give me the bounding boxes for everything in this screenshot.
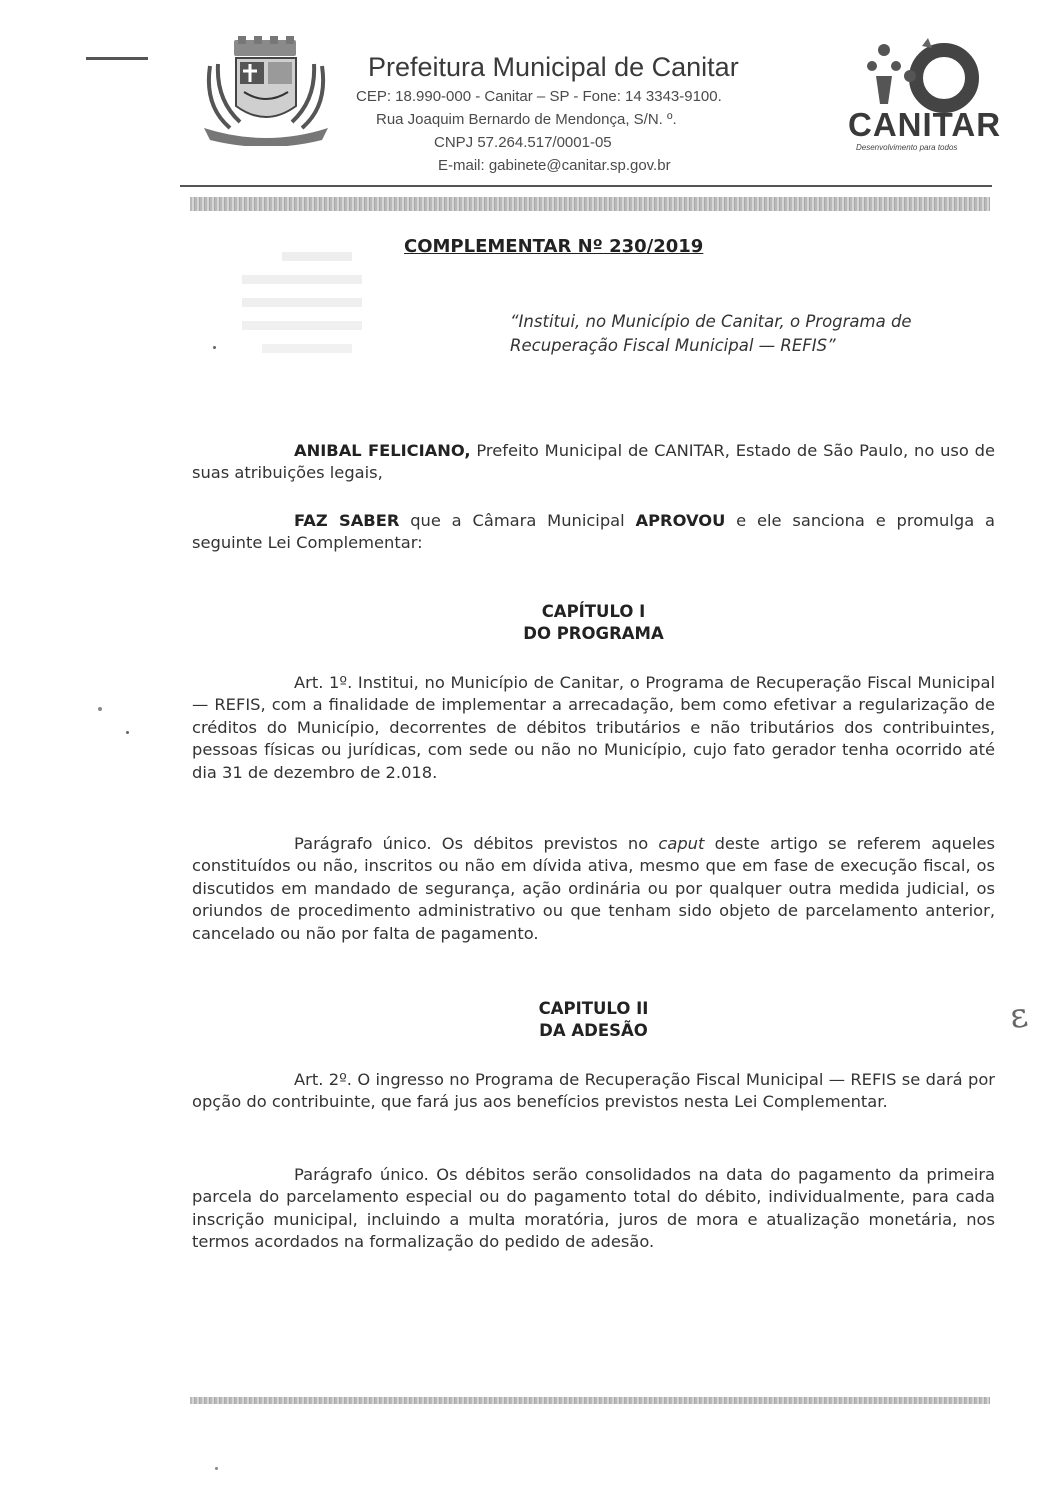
intro-paragraph	[192, 440, 995, 485]
enact-bold: APROVOU	[635, 511, 726, 530]
logo-tagline: Desenvolvimento para todos	[856, 143, 958, 152]
scan-dot	[126, 731, 129, 734]
scan-dot	[98, 707, 102, 711]
ementa-line: “Institui, no Município de Canitar, o Programa de	[510, 312, 912, 331]
paragraph-italic: caput	[658, 834, 705, 853]
paragraph-text: Parágrafo único. Os débitos previstos no	[294, 834, 659, 853]
ementa-line: Recuperação Fiscal Municipal — REFIS”	[510, 336, 836, 355]
law-title: COMPLEMENTAR Nº 230/2019	[404, 236, 704, 257]
article-2-paragraph: Parágrafo único. Os débitos serão consolidados na data do pagamento da primeira parcela do parcelamento especial ou do pagamento total do débito, individualmente, para cada inscrição municipal, incluindo a multa moratória, juros de mora e atualização monetária, nos termos acordados na formalização do pedido de adesão.	[192, 1165, 995, 1252]
article-1: Art. 1º. Institui, no Município de Canitar, o Programa de Recuperação Fiscal Municipal — REFIS, com a finalidade de implementar a arrecadação, bem como efetivar a regularização de créditos do Município, decorrentes de débitos tributários e não tributários dos contribuintes, pessoas físicas ou jurídicas, com sede ou não no Município, cujo fato gerador tenha ocorrido até dia 31 de dezembro de 2.018.	[192, 673, 995, 782]
chapter-heading	[192, 998, 995, 1042]
header-cep-phone: CEP: 18.990-000 - Canitar – SP - Fone: 14 3343-9100.	[356, 88, 722, 105]
margin-mark: ε	[1007, 994, 1031, 1038]
chapter-number: CAPÍTULO I	[541, 602, 646, 621]
enact-bold: FAZ SABER	[294, 511, 400, 530]
article-1-paragraph	[192, 833, 995, 945]
footer-divider-bar	[190, 1397, 990, 1404]
header-email: E-mail: gabinete@canitar.sp.gov.br	[438, 157, 671, 174]
ementa	[510, 310, 912, 358]
header-title: Prefeitura Municipal de Canitar	[368, 52, 739, 82]
coat-of-arms-logo	[196, 36, 336, 146]
paragraph-text: deste artigo se referem aqueles constituídos ou não, inscritos ou não em dívida ativa, mesmo que em fase de execução fiscal, os discutidos em mandado de segurança, ação ordinária ou por qualquer outra medida judicial, os oriundos de procedimento administrativo ou que tenham sido objeto de parcelamento anterior, cancelado ou não por falta de pagamento.	[192, 834, 995, 943]
logo-text: CANITAR	[848, 106, 1002, 143]
header-address: Rua Joaquim Bernardo de Mendonça, S/N. º.	[376, 111, 677, 128]
intro-text: Prefeito Municipal de CANITAR, Estado de São Paulo, no uso de suas atribuições legais,	[192, 441, 995, 483]
chapter-number: CAPITULO II	[538, 999, 649, 1018]
enact-text: que a Câmara Municipal	[399, 511, 636, 530]
bleed-through	[242, 246, 372, 376]
chapter-name: DA ADESÃO	[539, 1021, 648, 1040]
enact-text: e ele sanciona e promulga a seguinte Lei Complementar:	[192, 511, 995, 553]
header-divider-line	[180, 185, 992, 187]
enactment-paragraph	[192, 510, 995, 555]
scan-dot	[213, 346, 216, 349]
article-2: Art. 2º. O ingresso no Programa de Recuperação Fiscal Municipal — REFIS se dará por opção do contribuinte, que fará jus aos benefícios previstos nesta Lei Complementar.	[192, 1070, 995, 1112]
chapter-heading	[192, 601, 995, 645]
chapter-name: DO PROGRAMA	[523, 624, 664, 643]
scan-dot	[215, 1467, 218, 1470]
canitar-brand-logo	[848, 36, 1020, 156]
mayor-name: ANIBAL FELICIANO,	[294, 441, 471, 460]
header-cnpj: CNPJ 57.264.517/0001-05	[434, 134, 612, 151]
header-divider-bar	[190, 197, 990, 211]
scan-mark	[86, 57, 148, 60]
